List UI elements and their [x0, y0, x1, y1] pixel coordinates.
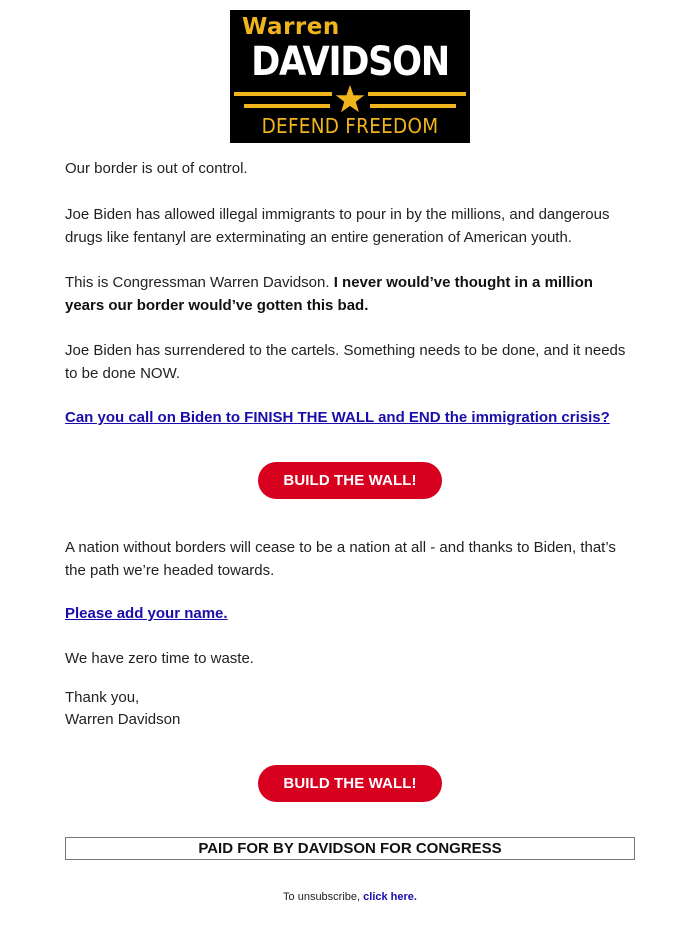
paragraph-immigration: Joe Biden has allowed illegal immigrants to pour in by the millions, and dangerous drugs like fentanyl are exterminating an entire generation of American youth. — [65, 206, 610, 246]
paragraph-link-add-name — [65, 602, 635, 625]
intro-bold-text: I never would’ve thought in a million years our border would’ve gotten this bad. — [65, 274, 593, 314]
build-wall-button-bottom[interactable]: BUILD THE WALL! — [258, 765, 442, 802]
unsubscribe-line — [65, 891, 635, 903]
paragraph-link-finish-wall — [65, 406, 635, 429]
paragraph-zero-time: We have zero time to waste. — [65, 650, 254, 667]
logo-stripe-right-top — [368, 92, 466, 96]
logo-stripe-right-bottom — [370, 104, 456, 108]
paragraph-cartels: Joe Biden has surrendered to the cartels. Something needs to be done, and it needs to be done NOW. — [65, 342, 626, 382]
logo-tagline: DEFEND FREEDOM — [261, 114, 439, 138]
logo-last-name: DAVIDSON — [251, 39, 449, 85]
paragraph-border: Our border is out of control. — [65, 160, 248, 177]
paid-for-disclaimer: PAID FOR BY DAVIDSON FOR CONGRESS — [65, 837, 635, 860]
finish-wall-link[interactable]: Can you call on Biden to FINISH THE WALL and END the immigration crisis? — [65, 409, 610, 426]
signoff: Thank you, — [65, 689, 140, 706]
paragraph-nation: A nation without borders will cease to be a nation at all - and thanks to Biden, that’s the path we’re headed towards. — [65, 539, 616, 579]
add-name-link[interactable]: Please add your name. — [65, 605, 228, 622]
signature: Warren Davidson — [65, 711, 181, 728]
unsubscribe-link[interactable]: click here. — [363, 891, 417, 903]
build-wall-button-top[interactable]: BUILD THE WALL! — [258, 462, 442, 499]
campaign-logo — [230, 10, 470, 143]
unsubscribe-text: To unsubscribe, — [283, 891, 364, 903]
logo-first-name: Warren — [242, 14, 340, 40]
logo-stripe-left-bottom — [244, 104, 330, 108]
paragraph-intro — [65, 271, 635, 317]
intro-text: This is Congressman Warren Davidson. — [65, 274, 334, 291]
star-icon — [335, 84, 365, 114]
logo-stripe-left-top — [234, 92, 332, 96]
